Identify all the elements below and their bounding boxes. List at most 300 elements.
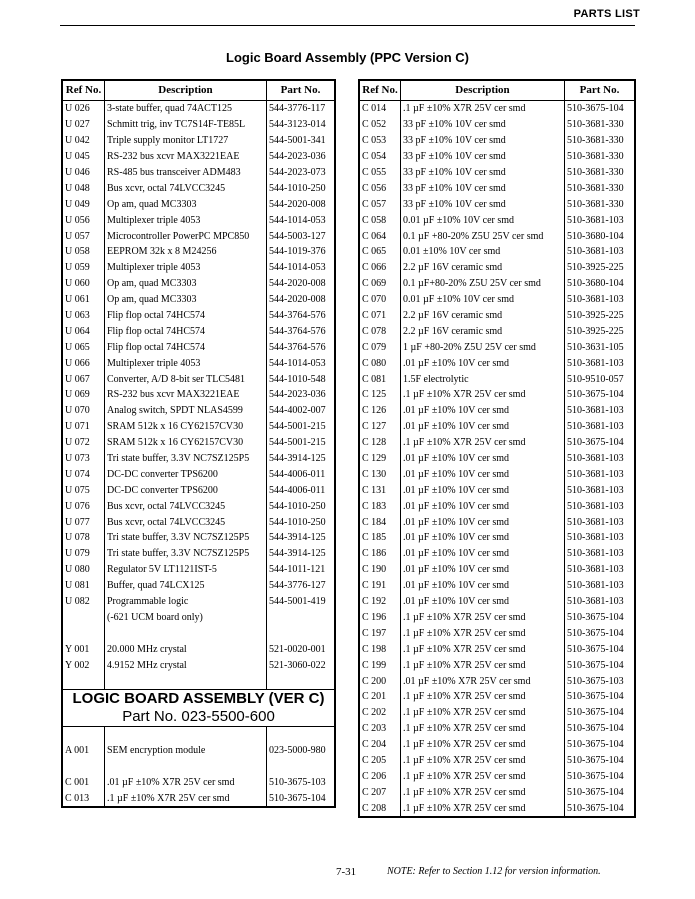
ref-no-cell: C 197: [360, 625, 401, 641]
table-row: [360, 737, 635, 753]
ref-no-cell: C 054: [360, 149, 401, 165]
part-no-cell: 510-3681-103: [565, 355, 635, 371]
ref-no-cell: C 070: [360, 292, 401, 308]
ref-no-cell: U 061: [63, 292, 105, 308]
description-cell: .01 µF ±10% 10V cer smd: [401, 403, 565, 419]
part-no-cell: 544-3914-125: [267, 546, 335, 562]
part-no-cell: 544-3776-117: [267, 101, 335, 117]
part-no-cell: 544-1014-053: [267, 212, 335, 228]
description-cell: .1 µF ±10% X7R 25V cer smd: [105, 791, 267, 807]
part-no-cell: 510-3681-103: [565, 594, 635, 610]
ref-no-cell: U 081: [63, 578, 105, 594]
table-row: [360, 514, 635, 530]
table-row: [360, 212, 635, 228]
table-row: [63, 673, 335, 689]
description-cell: 4.9152 MHz crystal: [105, 657, 267, 673]
table-row: [63, 657, 335, 673]
part-no-cell: 510-3675-104: [565, 784, 635, 800]
table-row: [360, 625, 635, 641]
part-no-cell: 510-3675-104: [565, 768, 635, 784]
description-cell: .1 µF ±10% X7R 25V cer smd: [401, 657, 565, 673]
table-row: [360, 784, 635, 800]
table-row: [360, 355, 635, 371]
part-no-cell: 544-3764-576: [267, 308, 335, 324]
ref-no-cell: C 057: [360, 196, 401, 212]
ref-no-cell: U 078: [63, 530, 105, 546]
ref-no-cell: C 052: [360, 117, 401, 133]
ref-no-cell: C 055: [360, 165, 401, 181]
ref-no-cell: C 080: [360, 355, 401, 371]
description-cell: Bus xcvr, octal 74LVCC3245: [105, 180, 267, 196]
ref-no-cell: C 069: [360, 276, 401, 292]
part-no-cell: 510-3681-103: [565, 292, 635, 308]
ref-no-cell: U 026: [63, 101, 105, 117]
ref-no-cell: C 078: [360, 323, 401, 339]
ref-no-cell: C 202: [360, 705, 401, 721]
table-row: [63, 387, 335, 403]
part-no-cell: 544-5001-215: [267, 435, 335, 451]
part-no-cell: 510-3680-104: [565, 276, 635, 292]
ref-no-cell: C 001: [63, 775, 105, 791]
description-cell: 33 pF ±10% 10V cer smd: [401, 180, 565, 196]
ref-no-cell: U 063: [63, 308, 105, 324]
table-row: [360, 610, 635, 626]
ref-no-cell: C 200: [360, 673, 401, 689]
part-no-cell: 544-2023-073: [267, 165, 335, 181]
part-no-cell: 544-3123-014: [267, 117, 335, 133]
ref-no-cell: U 027: [63, 117, 105, 133]
description-cell: .01 µF ±10% 10V cer smd: [401, 482, 565, 498]
ref-no-cell: C 207: [360, 784, 401, 800]
table-row: [63, 562, 335, 578]
description-cell: RS-232 bus xcvr MAX3221EAE: [105, 149, 267, 165]
part-no-cell: 544-2020-008: [267, 276, 335, 292]
table-row: [360, 768, 635, 784]
ref-no-cell: U 046: [63, 165, 105, 181]
ref-no-cell: U 058: [63, 244, 105, 260]
ref-no-cell: U 066: [63, 355, 105, 371]
table-row: [63, 610, 335, 626]
description-cell: SRAM 512k x 16 CY62157CV30: [105, 419, 267, 435]
table-row: [63, 117, 335, 133]
table-row: [63, 641, 335, 657]
part-no-cell: 544-1010-250: [267, 514, 335, 530]
table-row: [63, 180, 335, 196]
table-row: [63, 244, 335, 260]
part-no-cell: 510-3675-104: [565, 753, 635, 769]
ref-no-cell: C 066: [360, 260, 401, 276]
parts-table-right: [359, 80, 635, 817]
table-row: [360, 578, 635, 594]
table-row: [360, 657, 635, 673]
table-row: [63, 419, 335, 435]
description-cell: .01 µF ±10% 10V cer smd: [401, 355, 565, 371]
description-cell: 2.2 µF 16V ceramic smd: [401, 323, 565, 339]
description-cell: .1 µF ±10% X7R 25V cer smd: [401, 705, 565, 721]
description-cell: DC-DC converter TPS6200: [105, 466, 267, 482]
part-no-cell: 544-3764-576: [267, 323, 335, 339]
description-cell: 2.2 µF 16V ceramic smd: [401, 260, 565, 276]
part-no-cell: 544-5001-215: [267, 419, 335, 435]
description-cell: DC-DC converter TPS6200: [105, 482, 267, 498]
ref-no-cell: U 042: [63, 133, 105, 149]
description-cell: 1.5F electrolytic: [401, 371, 565, 387]
ref-no-cell: U 082: [63, 594, 105, 610]
description-cell: .1 µF ±10% X7R 25V cer smd: [401, 625, 565, 641]
ref-no-cell: U 079: [63, 546, 105, 562]
description-cell: [105, 673, 267, 689]
part-no-cell: 510-3681-103: [565, 403, 635, 419]
description-cell: 20.000 MHz crystal: [105, 641, 267, 657]
description-cell: .01 µF ±10% 10V cer smd: [401, 530, 565, 546]
part-no-cell: 023-5000-980: [267, 743, 335, 759]
part-no-cell: 510-3681-103: [565, 212, 635, 228]
table-row: [360, 753, 635, 769]
part-no-cell: 510-3681-103: [565, 482, 635, 498]
description-cell: .1 µF ±10% X7R 25V cer smd: [401, 610, 565, 626]
ref-no-cell: Y 001: [63, 641, 105, 657]
description-cell: 0.1 µF +80-20% Z5U 25V cer smd: [401, 228, 565, 244]
ref-no-cell: C 014: [360, 101, 401, 117]
ref-no-cell: U 071: [63, 419, 105, 435]
ref-no-cell: C 058: [360, 212, 401, 228]
part-no-cell: 544-5001-341: [267, 133, 335, 149]
part-no-cell: 544-3914-125: [267, 530, 335, 546]
part-no-cell: 544-2020-008: [267, 196, 335, 212]
description-cell: Converter, A/D 8-bit ser TLC5481: [105, 371, 267, 387]
table-row: [360, 371, 635, 387]
ref-no-cell: U 065: [63, 339, 105, 355]
description-cell: (-621 UCM board only): [105, 610, 267, 626]
table-row: [360, 435, 635, 451]
table-row: [360, 196, 635, 212]
table-row: [360, 498, 635, 514]
part-no-cell: 510-3675-104: [565, 705, 635, 721]
table-row: [63, 165, 335, 181]
ref-no-cell: C 125: [360, 387, 401, 403]
part-no-cell: 544-5001-419: [267, 594, 335, 610]
ref-no-cell: U 075: [63, 482, 105, 498]
table-row: [360, 530, 635, 546]
table-row: [360, 466, 635, 482]
ref-no-cell: C 190: [360, 562, 401, 578]
part-no-cell: 510-3681-103: [565, 498, 635, 514]
table-row: [360, 101, 635, 117]
description-cell: Op am, quad MC3303: [105, 276, 267, 292]
part-no-cell: 510-3681-103: [565, 466, 635, 482]
description-cell: SRAM 512k x 16 CY62157CV30: [105, 435, 267, 451]
description-cell: Op am, quad MC3303: [105, 292, 267, 308]
ref-no-cell: C 013: [63, 791, 105, 807]
description-cell: [105, 726, 267, 742]
description-cell: Tri state buffer, 3.3V NC7SZ125P5: [105, 546, 267, 562]
description-cell: .01 µF ±10% X7R 25V cer smd: [105, 775, 267, 791]
ref-no-cell: U 072: [63, 435, 105, 451]
description-cell: Tri state buffer, 3.3V NC7SZ125P5: [105, 451, 267, 467]
description-cell: .1 µF ±10% X7R 25V cer smd: [401, 689, 565, 705]
part-no-cell: 510-3681-330: [565, 196, 635, 212]
ref-no-cell: C 204: [360, 737, 401, 753]
part-no-cell: 544-4006-011: [267, 482, 335, 498]
description-cell: Analog switch, SPDT NLAS4599: [105, 403, 267, 419]
part-no-cell: 544-2023-036: [267, 387, 335, 403]
part-no-cell: 544-1014-053: [267, 355, 335, 371]
parts-table-left: [62, 80, 335, 807]
table-row: [63, 775, 335, 791]
description-cell: SEM encryption module: [105, 743, 267, 759]
ref-no-cell: [63, 610, 105, 626]
table-row: [360, 721, 635, 737]
ref-no-cell: C 199: [360, 657, 401, 673]
table-header-row: [63, 81, 335, 101]
description-cell: .1 µF ±10% X7R 25V cer smd: [401, 753, 565, 769]
description-cell: .01 µF ±10% 10V cer smd: [401, 466, 565, 482]
part-no-cell: 510-3675-104: [267, 791, 335, 807]
description-cell: [105, 759, 267, 775]
table-row: [360, 292, 635, 308]
description-cell: Schmitt trig, inv TC7S14F-TE85L: [105, 117, 267, 133]
part-no-cell: 510-3675-103: [267, 775, 335, 791]
part-no-cell: 510-3681-103: [565, 578, 635, 594]
description-cell: .1 µF ±10% X7R 25V cer smd: [401, 768, 565, 784]
description-cell: Programmable logic: [105, 594, 267, 610]
description-cell: .1 µF ±10% X7R 25V cer smd: [401, 737, 565, 753]
ref-no-cell: U 070: [63, 403, 105, 419]
table-row: [360, 689, 635, 705]
ref-no-cell: U 064: [63, 323, 105, 339]
part-no-cell: 510-3675-104: [565, 625, 635, 641]
table-row: [360, 117, 635, 133]
description-header: Description: [105, 81, 267, 101]
part-no-cell: 510-3680-104: [565, 228, 635, 244]
ref-no-cell: U 056: [63, 212, 105, 228]
ref-no-cell: Y 002: [63, 657, 105, 673]
ref-no-cell: U 076: [63, 498, 105, 514]
ref-no-cell: U 077: [63, 514, 105, 530]
table-row: [360, 165, 635, 181]
table-row: [63, 594, 335, 610]
ref-no-cell: C 056: [360, 180, 401, 196]
ref-no-cell: C 203: [360, 721, 401, 737]
table-row: [360, 276, 635, 292]
right-rows: [360, 101, 635, 817]
description-cell: Triple supply monitor LT1727: [105, 133, 267, 149]
ref-no-cell: C 129: [360, 451, 401, 467]
ref-no-cell: U 060: [63, 276, 105, 292]
part-no-cell: 510-3681-103: [565, 244, 635, 260]
part-no-cell: 544-4002-007: [267, 403, 335, 419]
part-no-cell: 510-3681-330: [565, 149, 635, 165]
ref-no-cell: C 208: [360, 800, 401, 816]
table-row: [63, 323, 335, 339]
description-cell: 33 pF ±10% 10V cer smd: [401, 196, 565, 212]
ref-no-cell: U 080: [63, 562, 105, 578]
part-no-cell: 510-3925-225: [565, 323, 635, 339]
part-no-cell: 510-3675-104: [565, 101, 635, 117]
description-cell: EEPROM 32k x 8 M24256: [105, 244, 267, 260]
description-cell: Microcontroller PowerPC MPC850: [105, 228, 267, 244]
ref-no-cell: C 183: [360, 498, 401, 514]
table-row: [63, 355, 335, 371]
table-row: [360, 323, 635, 339]
table-row: [360, 387, 635, 403]
table-row: [360, 482, 635, 498]
description-cell: Flip flop octal 74HC574: [105, 339, 267, 355]
description-cell: 0.01 µF ±10% 10V cer smd: [401, 292, 565, 308]
part-no-cell: 521-3060-022: [267, 657, 335, 673]
table-row: [63, 228, 335, 244]
table-header-row: [360, 81, 635, 101]
table-row: [63, 578, 335, 594]
ref-no-cell: U 074: [63, 466, 105, 482]
part-no-cell: 544-1010-250: [267, 498, 335, 514]
table-row: [63, 451, 335, 467]
description-cell: 1 µF +80-20% Z5U 25V cer smd: [401, 339, 565, 355]
description-cell: .01 µF ±10% 10V cer smd: [401, 498, 565, 514]
table-row: [360, 546, 635, 562]
table-row: [360, 228, 635, 244]
part-no-cell: 510-3675-104: [565, 387, 635, 403]
ref-no-cell: C 205: [360, 753, 401, 769]
description-cell: .1 µF ±10% X7R 25V cer smd: [401, 641, 565, 657]
description-cell: Bus xcvr, octal 74LVCC3245: [105, 514, 267, 530]
ref-no-cell: C 192: [360, 594, 401, 610]
ref-no-cell: C 191: [360, 578, 401, 594]
header-rule: [60, 25, 635, 26]
description-cell: 3-state buffer, quad 74ACT125: [105, 101, 267, 117]
part-no-cell: 544-1010-250: [267, 180, 335, 196]
table-row: [360, 562, 635, 578]
ref-no-cell: C 186: [360, 546, 401, 562]
description-cell: Flip flop octal 74HC574: [105, 308, 267, 324]
description-cell: Multiplexer triple 4053: [105, 212, 267, 228]
description-cell: 0.01 ±10% 10V cer smd: [401, 244, 565, 260]
part-no-cell: 510-3681-103: [565, 451, 635, 467]
table-row: [63, 133, 335, 149]
ref-no-cell: C 206: [360, 768, 401, 784]
part-no-cell: 510-3681-103: [565, 419, 635, 435]
part-no-header: Part No.: [565, 81, 635, 101]
left-bottom-rows: [63, 726, 335, 806]
part-no-cell: 510-3681-330: [565, 180, 635, 196]
table-row: [360, 641, 635, 657]
ref-no-cell: C 053: [360, 133, 401, 149]
part-no-cell: 510-3675-104: [565, 657, 635, 673]
ref-no-cell: C 127: [360, 419, 401, 435]
ref-no-cell: U 059: [63, 260, 105, 276]
ref-no-cell: C 201: [360, 689, 401, 705]
page-number: 7-31: [336, 866, 357, 878]
part-no-cell: 544-4006-011: [267, 466, 335, 482]
assembly-heading-row: [63, 689, 335, 726]
part-no-cell: 510-3675-104: [565, 721, 635, 737]
part-no-cell: 510-3925-225: [565, 308, 635, 324]
table-row: [63, 260, 335, 276]
ref-no-cell: C 064: [360, 228, 401, 244]
part-no-cell: 510-3681-330: [565, 133, 635, 149]
ref-no-cell: C 071: [360, 308, 401, 324]
part-no-cell: 510-3681-330: [565, 165, 635, 181]
ref-no-cell: U 067: [63, 371, 105, 387]
table-row: [63, 514, 335, 530]
table-row: [360, 133, 635, 149]
table-row: [63, 403, 335, 419]
table-row: [63, 212, 335, 228]
ref-no-cell: [63, 625, 105, 641]
description-cell: Regulator 5V LT1121IST-5: [105, 562, 267, 578]
assembly-title: LOGIC BOARD ASSEMBLY (VER C): [72, 689, 325, 707]
table-row: [63, 435, 335, 451]
part-no-cell: 510-3675-104: [565, 689, 635, 705]
part-no-cell: 544-2020-008: [267, 292, 335, 308]
page-title: Logic Board Assembly (PPC Version C): [226, 50, 469, 65]
table-row: [63, 292, 335, 308]
part-no-cell: 510-3681-103: [565, 514, 635, 530]
description-cell: Op am, quad MC3303: [105, 196, 267, 212]
part-no-cell: 544-1010-548: [267, 371, 335, 387]
ref-no-cell: [63, 673, 105, 689]
part-no-cell: 544-2023-036: [267, 149, 335, 165]
ref-no-cell: C 126: [360, 403, 401, 419]
part-no-cell: 510-3675-104: [565, 737, 635, 753]
ref-no-cell: C 198: [360, 641, 401, 657]
part-no-cell: 510-3681-330: [565, 117, 635, 133]
description-cell: RS-485 bus transceiver ADM483: [105, 165, 267, 181]
description-cell: .01 µF ±10% 10V cer smd: [401, 562, 565, 578]
table-row: [360, 260, 635, 276]
table-row: [360, 419, 635, 435]
part-no-cell: 544-1011-121: [267, 562, 335, 578]
description-cell: .01 µF ±10% 10V cer smd: [401, 578, 565, 594]
description-cell: .01 µF ±10% 10V cer smd: [401, 546, 565, 562]
ref-no-cell: C 128: [360, 435, 401, 451]
ref-no-cell: U 045: [63, 149, 105, 165]
description-cell: .1 µF ±10% X7R 25V cer smd: [401, 435, 565, 451]
table-row: [63, 466, 335, 482]
description-cell: .01 µF ±10% 10V cer smd: [401, 451, 565, 467]
table-row: [360, 451, 635, 467]
table-row: [360, 339, 635, 355]
description-cell: .1 µF ±10% X7R 25V cer smd: [401, 800, 565, 816]
description-cell: 33 pF ±10% 10V cer smd: [401, 117, 565, 133]
description-cell: .01 µF ±10% 10V cer smd: [401, 514, 565, 530]
description-cell: .1 µF ±10% X7R 25V cer smd: [401, 387, 565, 403]
description-cell: 2.2 µF 16V ceramic smd: [401, 308, 565, 324]
description-cell: Tri state buffer, 3.3V NC7SZ125P5: [105, 530, 267, 546]
ref-no-cell: C 079: [360, 339, 401, 355]
ref-no-cell: [63, 726, 105, 742]
table-row: [63, 308, 335, 324]
table-row: [63, 371, 335, 387]
part-no-cell: 510-3681-103: [565, 530, 635, 546]
ref-no-cell: A 001: [63, 743, 105, 759]
part-no-cell: 510-3681-103: [565, 546, 635, 562]
part-no-header: Part No.: [267, 81, 335, 101]
part-no-cell: 510-3631-105: [565, 339, 635, 355]
part-no-cell: 510-3925-225: [565, 260, 635, 276]
part-no-cell: 544-3776-127: [267, 578, 335, 594]
table-row: [63, 546, 335, 562]
ref-no-cell: C 184: [360, 514, 401, 530]
ref-no-cell: [63, 759, 105, 775]
ref-no-cell: C 081: [360, 371, 401, 387]
description-cell: RS-232 bus xcvr MAX3221EAE: [105, 387, 267, 403]
ref-no-cell: U 073: [63, 451, 105, 467]
part-no-cell: 510-9510-057: [565, 371, 635, 387]
description-cell: 33 pF ±10% 10V cer smd: [401, 165, 565, 181]
ref-no-cell: C 130: [360, 466, 401, 482]
assembly-heading: [63, 689, 335, 726]
